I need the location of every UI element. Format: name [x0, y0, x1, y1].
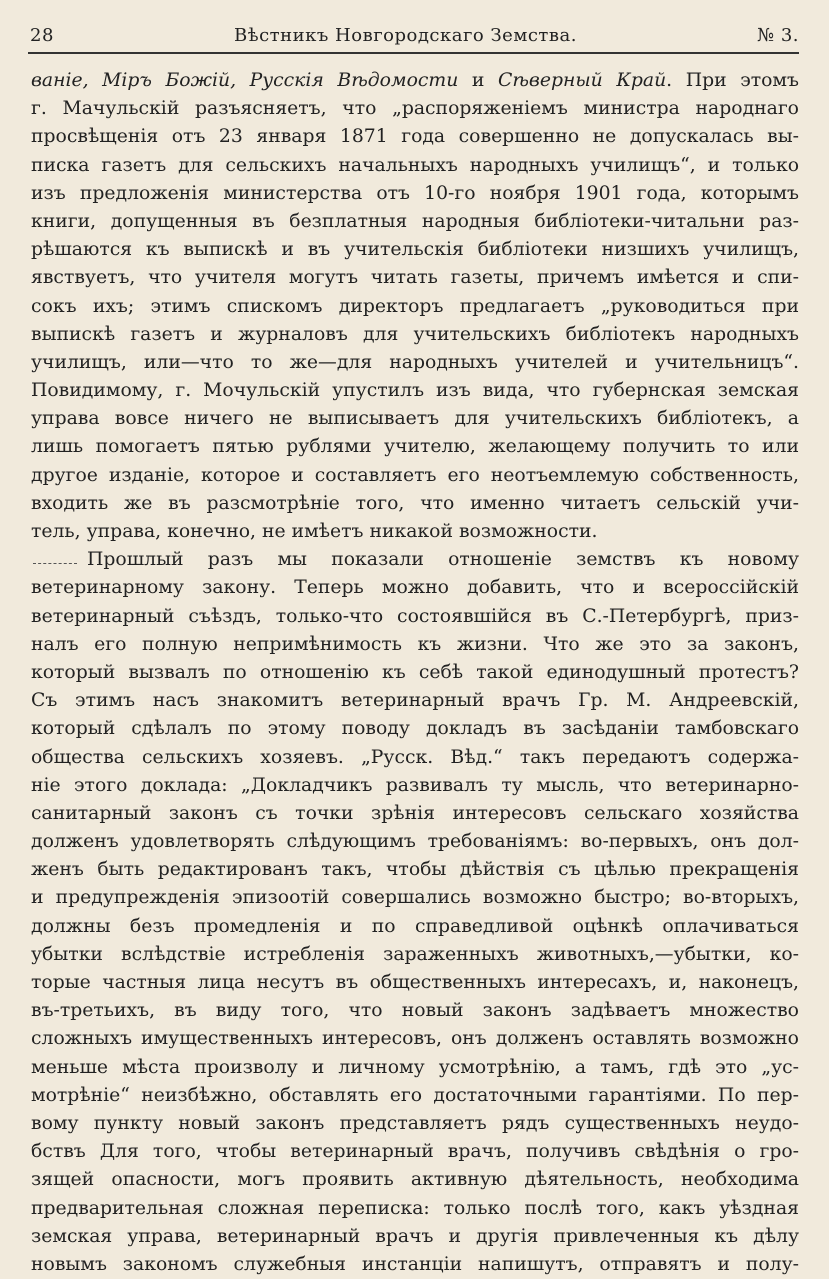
text-line [31, 546, 799, 574]
text-line: земская управа, ветеринарный врачъ и другія привлеченныя къ дѣлу [31, 1225, 799, 1247]
text-line: санитарный законъ съ точки зрѣнія интересовъ сельскаго хозяйства [31, 802, 799, 824]
text-line: бствъ Для того, чтобы ветеринарный врачъ, получивъ свѣдѣнія о гро- [31, 1141, 799, 1163]
text-line: изъ предложенія министерства отъ 10-го ноября 1901 года, которымъ [31, 182, 799, 204]
text-line: тель, управа, конечно, не имѣетъ никакой возможности. [31, 521, 598, 542]
text-line: явствуетъ, что учителя могутъ читать газеты, причемъ имѣется и спи- [31, 267, 799, 289]
text-line: выпискѣ газетъ и журналовъ для учительскихъ библіотекъ народныхъ [31, 323, 799, 345]
text-line: налъ его полную непримѣнимость къ жизни. Что же это за законъ, [31, 633, 799, 655]
header-rule [28, 52, 799, 54]
text-line: училищъ, или—что то же—для народныхъ учителей и учительницъ“. [31, 351, 799, 373]
text-line: долженъ удовлетворять слѣдующимъ требованіямъ: во-первыхъ, онъ дол- [31, 831, 799, 853]
text-line: ніе этого доклада: „Докладчикъ развивалъ ту мысль, что ветеринарно- [31, 774, 799, 796]
text-line: писка газетъ для сельскихъ начальныхъ народныхъ училищъ“, и только [31, 154, 799, 176]
text-line: въ-третьихъ, въ виду того, что новый законъ задѣваетъ множество [31, 1000, 799, 1022]
text-line: который вызвалъ по отношенію къ себѣ такой единодушный протестъ? [31, 661, 799, 683]
text-line: меньше мѣста произволу и личному усмотрѣнію, а тамъ, гдѣ это „ус- [31, 1056, 799, 1078]
text-line: другое изданіе, которое и составляетъ его неотъемлемую собственность, [31, 464, 799, 486]
text-line: сложныхъ имущественныхъ интересовъ, онъ долженъ оставлять возможно [31, 1028, 799, 1050]
issue-number: № 3. [757, 24, 799, 46]
text-line: должны безъ промедленія и по справедливой оцѣнкѣ оплачиваться [31, 915, 799, 937]
text-line: управа вовсе ничего не выписываетъ для учительскихъ библіотекъ, а [31, 408, 799, 430]
text-line: Съ этимъ насъ знакомитъ ветеринарный врачъ Гр. М. Андреевскій, [31, 690, 799, 712]
text-line: зящей опасности, могъ проявить активную дѣятельность, необходима [31, 1169, 799, 1191]
journal-title: Вѣстникъ Новгородскаго Земства. [234, 24, 577, 46]
periodical-titles: ваніе, Міръ Божій, Русскія Вѣдомости [31, 70, 459, 91]
paragraph-1 [31, 95, 799, 546]
text-line: ветеринарный съѣздъ, только-что состоявшійся въ С.-Петербургѣ, приз- [31, 605, 799, 627]
text-line: убытки вслѣдствіе истребленія зараженныхъ животныхъ,—убытки, ко- [31, 943, 799, 965]
text-line: ветеринарному закону. Теперь можно добавить, что и всероссійскій [31, 577, 799, 599]
text-line: и предупрежденія эпизоотій совершались возможно быстро; во-вторыхъ, [31, 887, 799, 909]
text-line: женъ быть редактированъ такъ, чтобы дѣйствія съ цѣлью прекращенія [31, 859, 799, 881]
text-line: новымъ закономъ служебныя инстанціи напишутъ, отправятъ и полу- [31, 1253, 799, 1275]
running-head [30, 20, 799, 50]
text-line: предварительная сложная переписка: только послѣ того, какъ уѣздная [31, 1197, 799, 1219]
text-line: ваніе, Міръ Божій, Русскія Вѣдомости и Сѣверный Край. При этомъ [31, 70, 799, 91]
text-line: торые частныя лица несутъ въ общественныхъ интересахъ, и, наконецъ, [31, 972, 799, 993]
text-line: мотрѣніе“ неизбѣжно, обставлять его достаточными гарантіями. По пер- [31, 1084, 799, 1106]
paragraph-2 [31, 574, 799, 1279]
text-line: книги, допущенныя въ безплатныя народныя библіотеки-читальни раз- [31, 210, 799, 232]
section-mark [33, 557, 77, 564]
text-line: Повидимому, г. Мочульскій упустилъ изъ вида, что губернская земская [31, 380, 799, 402]
periodical-title: Сѣверный Край [497, 70, 667, 91]
text-line: лишь помогаетъ пятью рублями учителю, желающему получить то или [31, 436, 799, 458]
text-line: сокъ ихъ; этимъ спискомъ директоръ предлагаетъ „руководиться при [31, 295, 799, 317]
text-line: рѣшаются къ выпискѣ и въ учительскія библіотеки низшихъ училищъ, [31, 239, 799, 261]
paragraph-2-start: Прошлый разъ мы показали отношеніе земствъ къ новому [87, 549, 799, 571]
text-line: вому пункту новый законъ представляетъ рядъ существенныхъ неудо- [31, 1112, 799, 1134]
text-line: общества сельскихъ хозяевъ. „Русск. Вѣд.“ такъ передаютъ содержа- [31, 746, 799, 768]
text-line: просвѣщенія отъ 23 января 1871 года совершенно не допускалась вы- [31, 126, 799, 148]
text-line: входить же въ разсмотрѣніе того, что именно читаетъ сельскій учи- [31, 492, 799, 514]
body-text [31, 67, 799, 1279]
text-line: который сдѣлалъ по этому поводу докладъ въ засѣданіи тамбовскаго [31, 718, 799, 740]
page-number: 28 [30, 24, 54, 46]
text-line: г. Мачульскій разъясняетъ, что „распоряженіемъ министра народнаго [31, 98, 799, 120]
